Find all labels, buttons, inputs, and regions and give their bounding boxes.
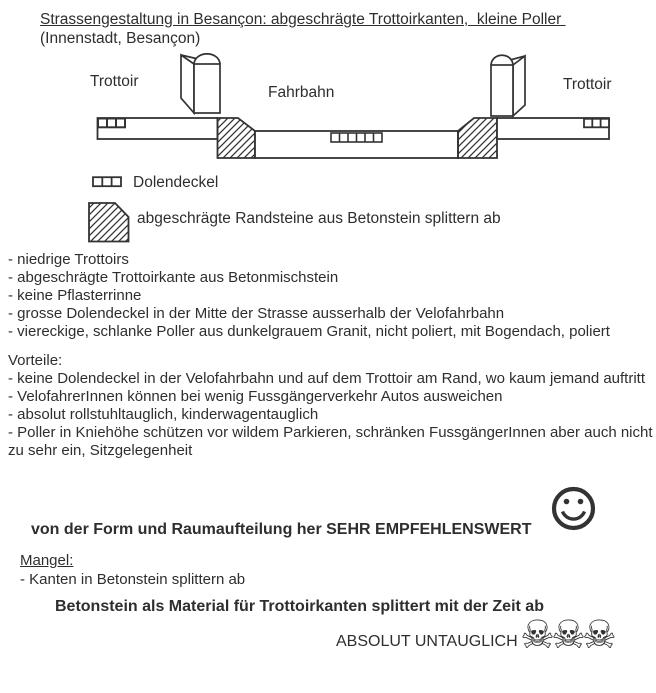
feature-item: - keine Pflasterrinne <box>8 287 142 304</box>
feature-item: - grosse Dolendeckel in der Mitte der Strasse ausserhalb der Velofahrbahn <box>8 305 505 322</box>
mangel-item: - Kanten in Betonstein splittern ab <box>20 571 246 588</box>
feature-item: - viereckige, schlanke Poller aus dunkelgrauem Granit, nicht poliert, mit Bogendach, poliert <box>8 323 610 340</box>
legend-drain-cover-label: Dolendeckel <box>133 174 219 191</box>
feature-item: - abgeschrägte Trottoirkante aus Betonmischstein <box>8 269 339 286</box>
page-subtitle: (Innenstadt, Besançon) <box>40 30 201 47</box>
mangel-heading: Mangel: <box>20 552 74 569</box>
features-list <box>8 251 656 341</box>
bollard-right-icon <box>491 55 525 116</box>
smiley-icon <box>551 483 597 535</box>
mangel-section <box>20 551 245 589</box>
vorteile-item: - VelofahrerInnen können bei wenig Fussgängerverkehr Autos ausweichen <box>8 388 503 405</box>
drain-cover-right-icon <box>584 119 609 128</box>
label-fahrbahn: Fahrbahn <box>268 84 335 101</box>
final-verdict-text: ABSOLUT UNTAUGLICH <box>336 633 518 650</box>
vorteile-item: - keine Dolendeckel in der Velofahrbahn und auf dem Trottoir am Rand, wo kaum jemand auftritt <box>8 370 646 387</box>
feature-item: - niedrige Trottoirs <box>8 251 129 268</box>
verdict-positive-text: von der Form und Raumaufteilung her SEHR EMPFEHLENSWERT <box>31 521 532 538</box>
legend-curb-icon <box>88 202 130 243</box>
label-trottoir-left: Trottoir <box>90 73 139 90</box>
conclusion-text: Betonstein als Material für Trottoirkanten splittert mit der Zeit ab <box>55 598 544 615</box>
legend-curb-label: abgeschrägte Randsteine aus Betonstein splittern ab <box>137 210 501 227</box>
drain-cover-center-icon <box>331 133 382 142</box>
vorteile-section <box>8 352 656 460</box>
drain-cover-left-icon <box>98 119 125 128</box>
vorteile-item: - absolut rollstuhltauglich, kinderwagentauglich <box>8 406 319 423</box>
page-title-block <box>40 10 566 48</box>
bollard-left-icon <box>181 54 220 113</box>
vorteile-item: - Poller in Kniehöhe schützen vor wildem Parkieren, schränken FussgängerInnen aber auch nicht zu sehr ein, Sitzgelegenheit <box>8 424 653 459</box>
legend-drain-cover-icon <box>92 176 123 188</box>
curb-hatched-right-shape <box>458 118 497 158</box>
label-trottoir-right: Trottoir <box>563 76 612 93</box>
curb-hatched-left-shape <box>218 118 256 158</box>
page-title: Strassengestaltung in Besançon: abgeschrägte Trottoirkanten, kleine Poller <box>40 11 566 28</box>
street-cross-section-diagram <box>0 45 656 175</box>
vorteile-heading: Vorteile: <box>8 352 63 369</box>
skull-crossbones-icons: ☠☠☠ <box>520 613 613 658</box>
